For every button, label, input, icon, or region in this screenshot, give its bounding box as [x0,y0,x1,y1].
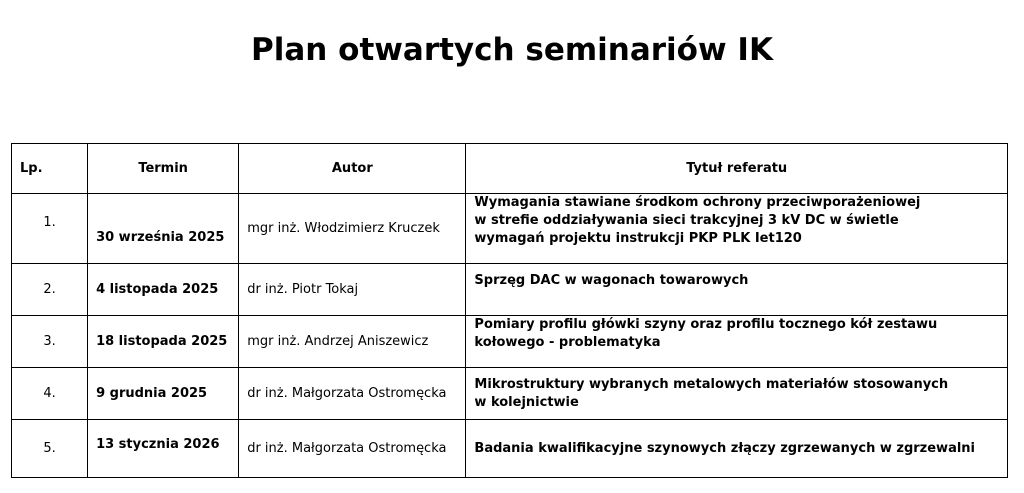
date-cell [88,420,239,478]
title-line: Wymagania stawiane środkom ochrony przeciwporażeniowej [474,195,921,210]
seminar-schedule-table [11,143,1008,478]
title-cell [466,194,1008,264]
title-line: Badania kwalifikacyjne szynowych złączy zgrzewanych w zgrzewalni [474,440,976,456]
header-lp: Lp. [12,144,88,194]
title-cell [466,264,1008,316]
date-cell [88,368,239,420]
date-text: 18 listopada 2025 [96,333,228,349]
page-title: Plan otwartych seminariów IK [251,32,773,68]
table-header-row [12,144,1008,194]
table-row [12,264,1008,316]
author-text: dr inż. Piotr Tokaj [247,281,359,297]
author-cell [239,264,466,316]
header-termin: Termin [88,144,239,194]
table-row [12,368,1008,420]
row-number [12,316,88,368]
row-number-text: 4. [43,385,56,401]
title-cell [466,420,1008,478]
row-number-text: 2. [43,281,56,297]
date-text: 4 listopada 2025 [96,281,219,297]
author-cell [239,368,466,420]
header-autor: Autor [239,144,466,194]
row-number-text: 5. [43,440,56,456]
title-line: wymagań projektu instrukcji PKP PLK Iet120 [474,231,802,246]
author-text: mgr inż. Włodzimierz Kruczek [247,220,440,236]
date-text: 9 grudnia 2025 [96,385,208,401]
date-text: 13 stycznia 2026 [96,437,220,452]
row-number [12,264,88,316]
title-line: w kolejnictwie [474,394,579,410]
title-line: Mikrostruktury wybranych metalowych materiałów stosowanych [474,376,949,392]
row-number-text: 1. [43,214,56,230]
author-cell [239,420,466,478]
author-cell [239,194,466,264]
author-cell [239,316,466,368]
header-tytul: Tytuł referatu [466,144,1008,194]
row-number [12,420,88,478]
title-line: Sprzęg DAC w wagonach towarowych [474,273,749,288]
table-row [12,194,1008,264]
table-row [12,420,1008,478]
date-cell [88,316,239,368]
title-line: kołowego - problematyka [474,335,661,350]
row-number [12,368,88,420]
title-line: Pomiary profilu główki szyny oraz profilu tocznego kół zestawu [474,317,938,332]
title-cell [466,316,1008,368]
date-cell [88,194,239,264]
author-text: dr inż. Małgorzata Ostromęcka [247,440,447,456]
row-number-text: 3. [43,333,56,349]
date-text: 30 września 2025 [96,229,225,245]
author-text: dr inż. Małgorzata Ostromęcka [247,385,447,401]
row-number [12,194,88,264]
title-cell [466,368,1008,420]
table-row [12,316,1008,368]
author-text: mgr inż. Andrzej Aniszewicz [247,333,429,349]
title-line: w strefie oddziaływania sieci trakcyjnej 3 kV DC w świetle [474,213,899,228]
date-cell [88,264,239,316]
